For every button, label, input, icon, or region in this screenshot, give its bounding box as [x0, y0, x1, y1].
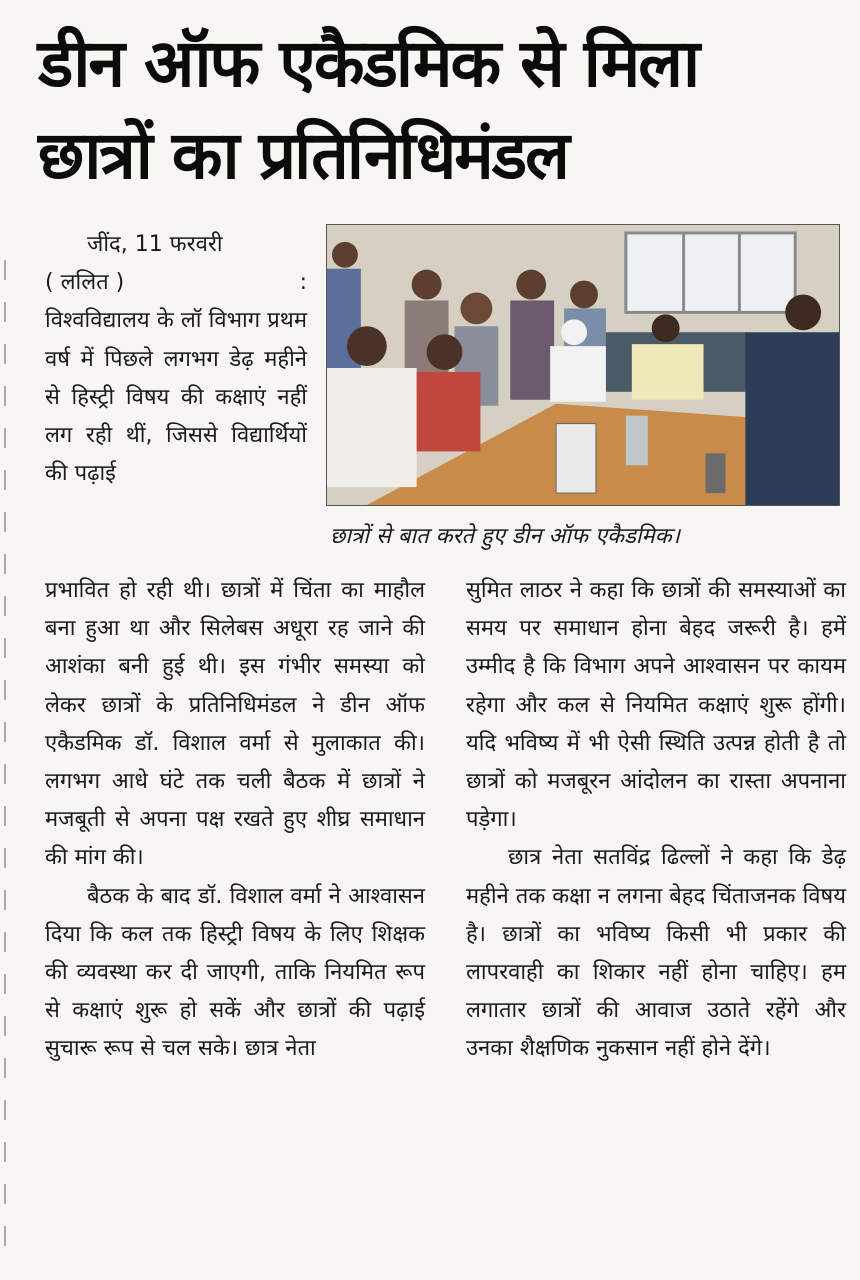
- headline: [38, 18, 848, 202]
- headline-line-1: डीन ऑफ एकैडमिक से मिला: [38, 25, 699, 102]
- paragraph-4: छात्र नेता सतविंद्र ढिल्लों ने कहा कि डेढ़ महीने तक कक्षा न लगना बेहद चिंताजनक विषय है। छात्रों का भविष्य किसी भी प्रकार की लापरवाही का शिकार नहीं होना चाहिए। हम लगातार छात्रों की आवाज उठाते रहेंगे और उनका शैक्षणिक नुकसान नहीं होने देंगे।: [466, 845, 846, 1062]
- paragraph-3: सुमित लाठर ने कहा कि छात्रों की समस्याओं का समय पर समाधान होना बेहद जरूरी है। हमें उम्मीद है कि विभाग अपने आश्वासन पर कायम रहेगा और कल से नियमित कक्षाएं शुरू होंगी। यदि भविष्य में भी ऐसी स्थिति उत्पन्न होती है तो छात्रों को मजबूरन आंदोलन का रास्ता अपनाना पड़ेगा।: [466, 578, 846, 833]
- article-intro-column: [45, 226, 307, 493]
- intro-paragraph: विश्वविद्यालय के लॉ विभाग प्रथम वर्ष में पिछले लगभग डेढ़ महीने से हिस्ट्री विषय की कक्षाएं नहीं लग रही थीं, जिससे विद्यार्थियों की पढ़ाई: [45, 308, 307, 487]
- dateline-colon: :: [299, 270, 307, 296]
- article-column-right: [466, 572, 846, 1069]
- headline-line-2: छात्रों का प्रतिनिधिमंडल: [38, 117, 568, 194]
- dateline: [45, 226, 307, 264]
- adjacent-column-edge: [0, 260, 14, 1260]
- paragraph-1-continued: प्रभावित हो रही थी। छात्रों में चिंता का माहौल बना हुआ था और सिलेबस अधूरा रह जाने की आशंका बनी हुई थी। इस गंभीर समस्या को लेकर छात्रों के प्रतिनिधिमंडल ने डीन ऑफ एकैडमिक डॉ. विशाल वर्मा से मुलाकात की। लगभग आधे घंटे तक चली बैठक में छात्रों ने मजबूती से अपना पक्ष रखते हुए शीघ्र समाधान की मांग की।: [45, 578, 425, 871]
- dateline-place-date: जींद, 11 फरवरी: [87, 232, 223, 257]
- reporter-name: ( ललित ): [45, 270, 125, 296]
- article-column-left: [45, 572, 425, 1069]
- reporter-line: [45, 264, 307, 302]
- news-photo: [326, 224, 840, 506]
- paragraph-2: बैठक के बाद डॉ. विशाल वर्मा ने आश्वासन दिया कि कल तक हिस्ट्री विषय के लिए शिक्षक की व्यवस्था कर दी जाएगी, ताकि नियमित रूप से कक्षाएं शुरू हो सकें और छात्रों की पढ़ाई सुचारू रूप से चल सके। छात्र नेता: [45, 883, 425, 1062]
- meeting-photo-illustration: [327, 225, 839, 505]
- photo-caption: छात्रों से बात करते हुए डीन ऑफ एकैडमिक।: [330, 524, 680, 549]
